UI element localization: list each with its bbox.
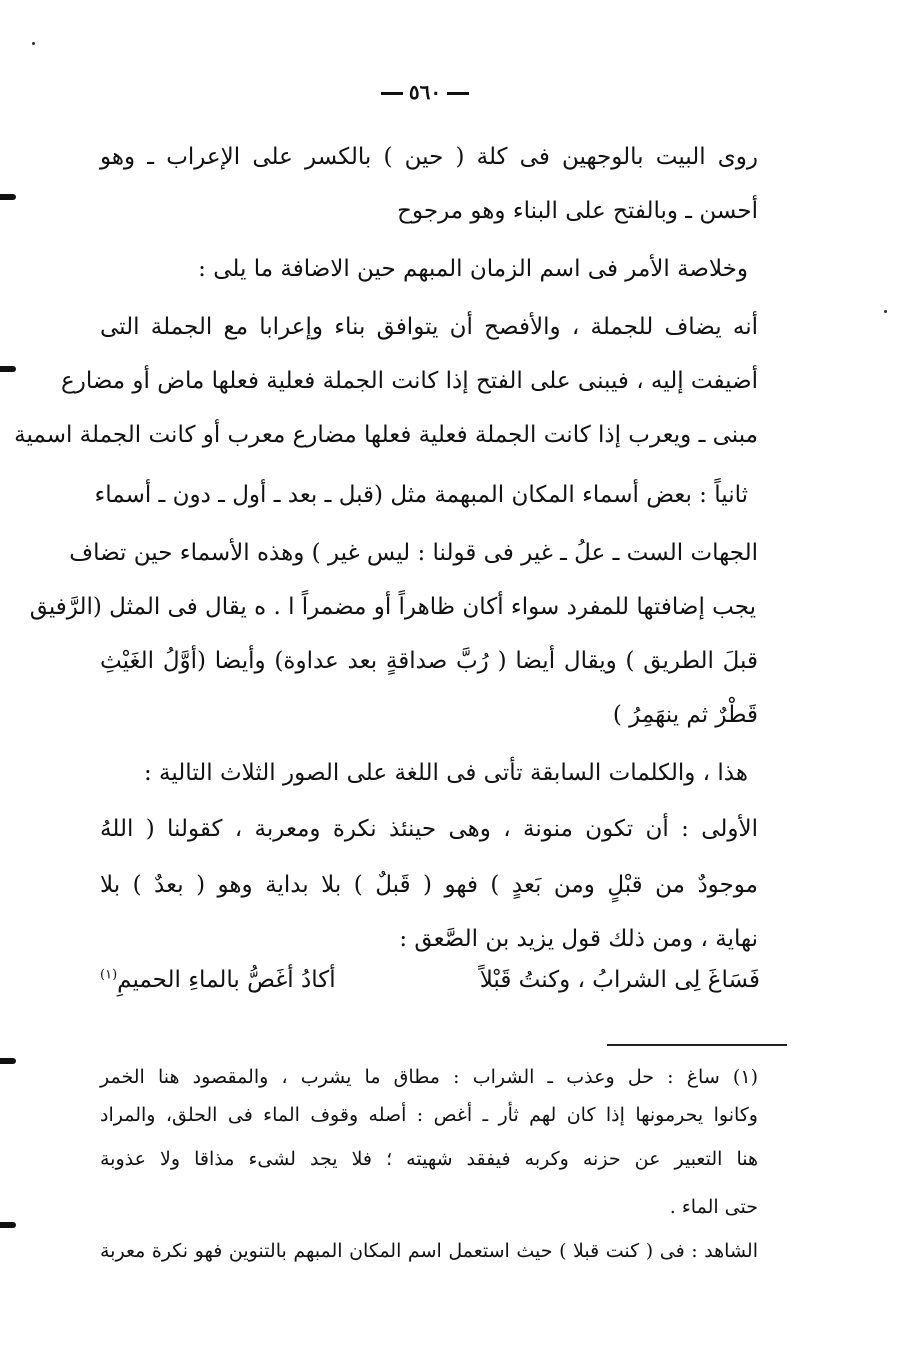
body-line: الأولى : أن تكون منونة ، وهى حينئذ نكرة ومعربة ، كقولنا ( اللهُ <box>100 816 758 842</box>
body-line: قَطْرٌ ثم ينهَمِرُ ) <box>612 702 758 728</box>
body-line: هذا ، والكلمات السابقة تأتى فى اللغة على الصور الثلاث التالية : <box>143 760 748 786</box>
body-line: يجب إضافتها للمفرد سواء أكان ظاهراً أو مضمراً ا . ه يقال فى المثل (الرَّفيق <box>29 594 756 620</box>
body-line: أحسن ـ وبالفتح على البناء وهو مرجوح <box>397 198 758 224</box>
body-line: قبلَ الطريق ) ويقال أيضا ( رُبَّ صداقةٍ بعد عداوة) وأيضا (أوَّلُ الغَيْثِ <box>100 648 758 674</box>
scan-edge-mark <box>0 366 16 372</box>
footnote-line: وكانوا يحرمونها إذا كان لهم ثأر ـ أغص : أصله وقوف الماء فى الحلق، والمراد <box>100 1104 758 1126</box>
body-line: روى البيت بالوجهين فى كلة ( حين ) بالكسر على الإعراب ـ وهو <box>100 144 758 170</box>
footnote-separator <box>607 1044 787 1046</box>
scan-edge-mark <box>0 194 16 200</box>
scan-edge-mark <box>0 1058 16 1064</box>
body-line: نهاية ، ومن ذلك قول يزيد بن الصَّعق : <box>399 926 758 952</box>
page-number: ٥٦٠ <box>370 80 480 104</box>
footnote-line: هنا التعبير عن حزنه وكربه فيفقد شهيته ؛ فلا يجد لشىء مذاقا ولا عذوبة <box>100 1148 758 1170</box>
scan-edge-mark <box>0 1222 16 1228</box>
body-line: مبنى ـ ويعرب إذا كانت الجملة فعلية فعلها مضارع معرب أو كانت الجملة اسمية <box>14 422 758 448</box>
body-line: وخلاصة الأمر فى اسم الزمان المبهم حين الاضافة ما يلى : <box>198 256 748 282</box>
body-line: الجهات الست ـ علُ ـ غير فى قولنا : ليس غير ) وهذه الأسماء حين تضاف <box>69 540 758 566</box>
scan-speck <box>884 310 887 313</box>
body-line: أنه يضاف للجملة ، والأفصح أن يتوافق بناء وإعرابا مع الجملة التى <box>100 314 758 340</box>
footnote-line: الشاهد : فى ( كنت قبلا ) حيث استعمل اسم المكان المبهم بالتنوين فهو نكرة معربة <box>100 1240 758 1262</box>
verse-first-hemistich-text: فَسَاغَ لِى الشرابُ ، وكنتُ قَبْلاً <box>479 967 760 993</box>
footnote-reference: (١) <box>100 967 118 983</box>
scan-speck <box>32 42 35 45</box>
body-line: ثانياً : بعض أسماء المكان المبهمة مثل (قبل ـ بعد ـ أول ـ دون ـ أسماء <box>94 482 748 508</box>
footnote-line: حتى الماء . <box>669 1196 758 1218</box>
body-line: أضيفت إليه ، فيبنى على الفتح إذا كانت الجملة فعلية فعلها ماض أو مضارع <box>60 368 758 394</box>
footnote-line: (١) ساغ : حل وعذب ـ الشراب : مطاق ما يشرب ، والمقصود هنا الخمر <box>100 1066 758 1088</box>
body-line: موجودٌ من قبْلٍ ومن بَعدٍ ) فهو ( قَبلٌ ) بلا بداية وهو ( بعدٌ ) بلا <box>100 872 758 898</box>
verse-second-hemistich <box>100 967 336 993</box>
verse-second-hemistich-text: أكادُ أغَصُّ بالماءِ الحميمِ <box>117 967 336 993</box>
poetry-verse <box>100 967 760 1007</box>
verse-first-hemistich <box>480 967 760 993</box>
